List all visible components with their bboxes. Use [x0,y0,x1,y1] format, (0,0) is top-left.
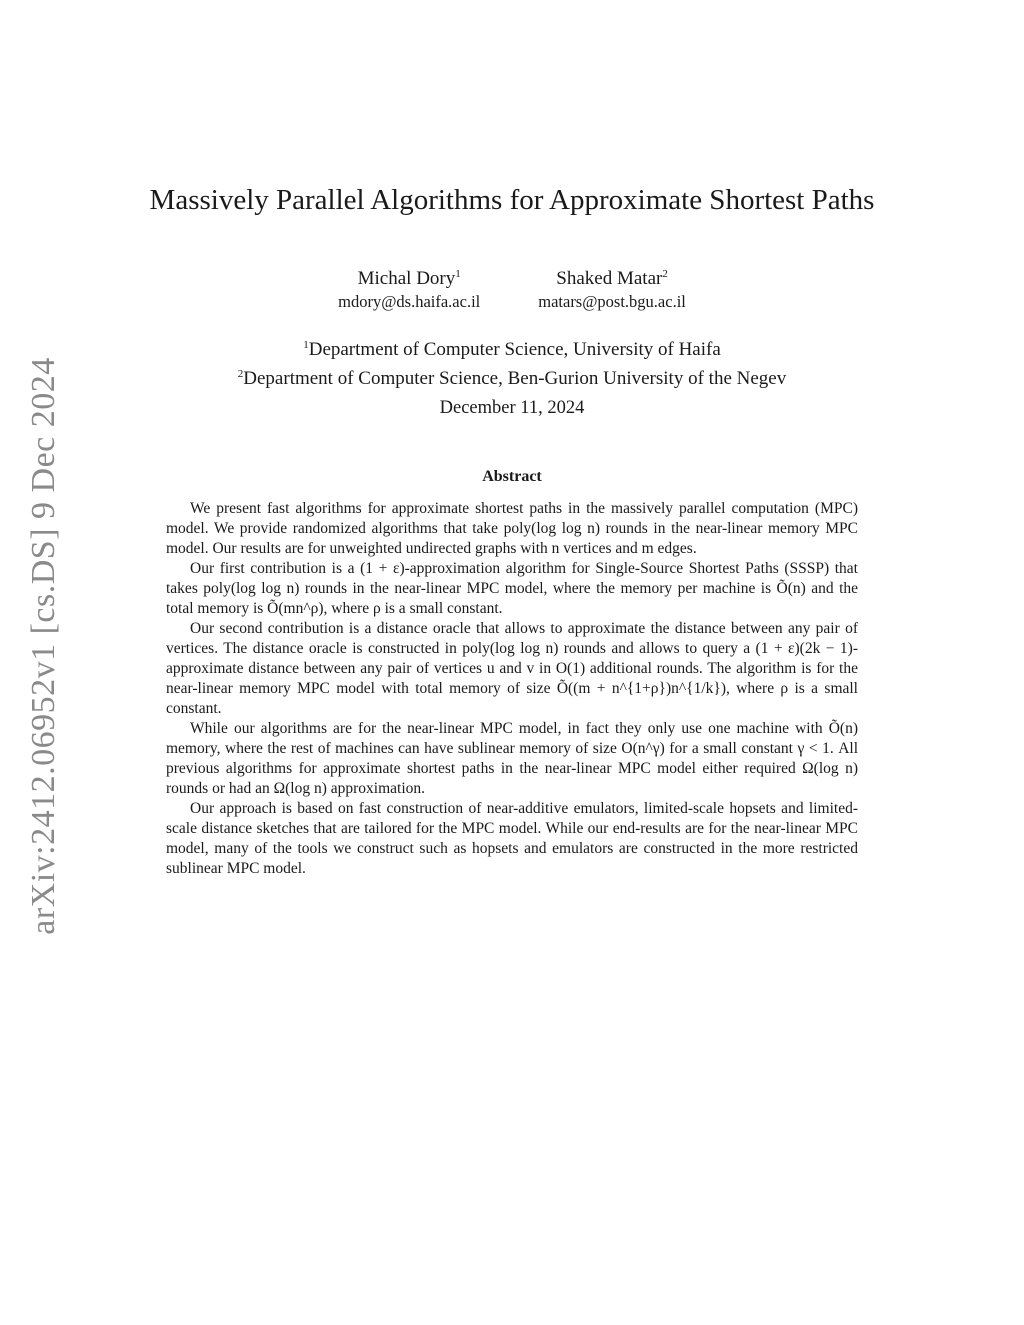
author-block [0,262,1024,313]
affiliation-2 [0,362,1024,391]
affiliation-1-mark: 1 [303,339,309,351]
abstract-paragraph-3: Our second contribution is a distance oracle that allows to approximate the distance between any pair of vertices. The distance oracle is constructed in poly(log log n) rounds and allows to query a (1 + ε)(2k − 1)-approximate distance between any pair of vertices u and v in O(1) additional rounds. The algorithm is for the near-linear memory MPC model with total memory of size Õ((m + n^{1+ρ})n^{1/k}), where ρ is a small constant. [166,620,858,717]
author-2 [538,262,686,313]
affiliation-2-text: Department of Computer Science, Ben-Gurion University of the Negev [243,368,787,389]
affiliation-1-text: Department of Computer Science, University of Haifa [308,339,721,360]
author-2-name-line [538,262,686,291]
paper-title: Massively Parallel Algorithms for Approximate Shortest Paths [149,184,875,216]
author-2-affiliation-mark: 2 [662,268,668,280]
author-1-name: Michal Dory [357,268,456,289]
affiliation-2-mark: 2 [237,368,244,380]
affiliations [0,333,1024,391]
author-2-email: matars@post.bgu.ac.il [538,292,686,311]
arxiv-identifier-stamp: arXiv:2412.06952v1 [cs.DS] 9 Dec 2024 [25,357,62,935]
affiliation-1 [0,333,1024,362]
publication-date: December 11, 2024 [439,398,585,418]
abstract-heading: Abstract [482,468,542,485]
author-2-name: Shaked Matar [556,268,663,289]
author-1-name-line [338,262,480,291]
author-1 [338,262,480,313]
abstract-body [166,499,858,879]
author-1-email: mdory@ds.haifa.ac.il [338,292,481,311]
abstract-paragraph-5: Our approach is based on fast construction of near-additive emulators, limited-scale hopsets and limited-scale distance sketches that are tailored for the MPC model. While our end-results are for the near-linear MPC model, many of the tools we construct such as hopsets and emulators are constructed in the more restricted sublinear MPC model. [166,800,858,877]
abstract-paragraph-4: While our algorithms are for the near-linear MPC model, in fact they only use one machine with Õ(n) memory, where the rest of machines can have sublinear memory of size O(n^γ) for a small constant γ < 1. All previous algorithms for approximate shortest paths in the near-linear MPC model either required Ω(log n) rounds or had an Ω(log n) approximation. [166,720,858,797]
author-1-affiliation-mark: 1 [455,268,461,280]
abstract-paragraph-1: We present fast algorithms for approximate shortest paths in the massively parallel computation (MPC) model. We provide randomized algorithms that take poly(log log n) rounds in the near-linear memory MPC model. Our results are for unweighted undirected graphs with n vertices and m edges. [166,500,858,557]
abstract-paragraph-2: Our first contribution is a (1 + ε)-approximation algorithm for Single-Source Shortest Paths (SSSP) that takes poly(log log n) rounds in the near-linear MPC model, where the memory per machine is Õ(n) and the total memory is Õ(mn^ρ), where ρ is a small constant. [166,560,858,617]
